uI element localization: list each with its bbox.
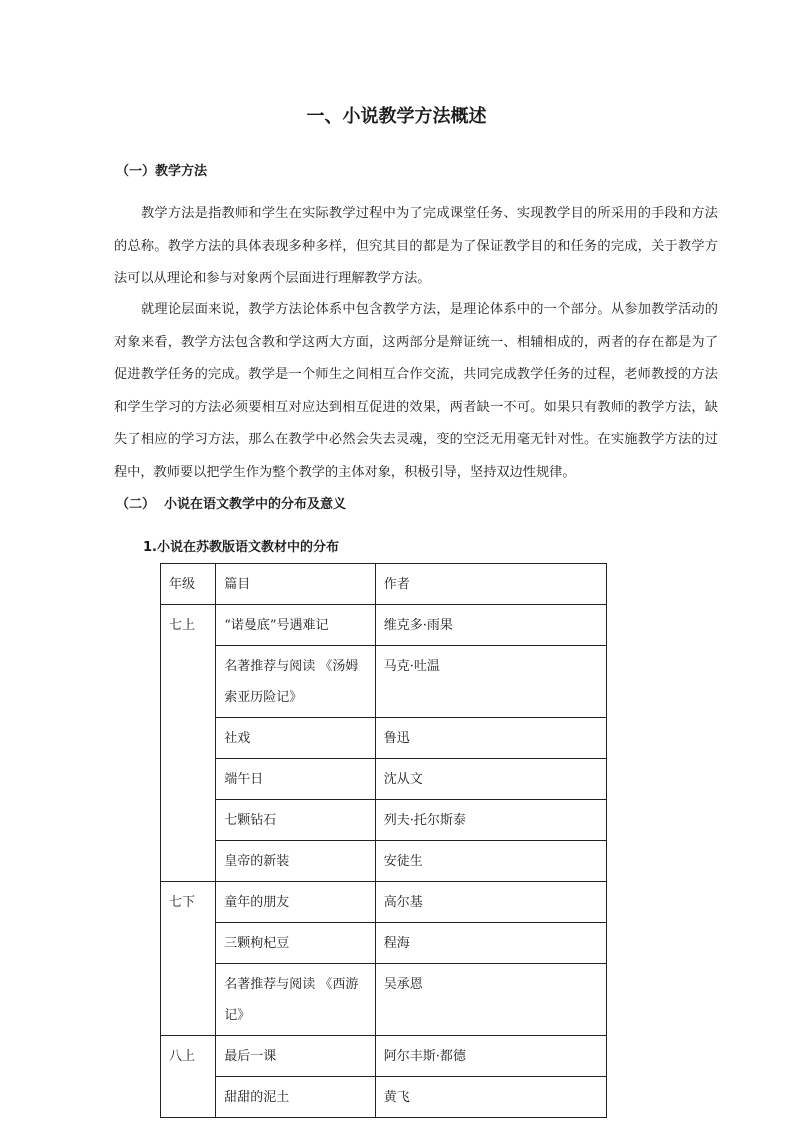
section-heading-teaching-methods: （一）教学方法 [116,164,208,179]
section-heading-novel-distribution: （二） 小说在语文教学中的分布及意义 [116,497,347,512]
author-cell: 黄飞 [375,1077,606,1118]
author-cell: 鲁迅 [375,718,606,759]
table-row [161,646,607,718]
paragraph-1: 教学方法是指教师和学生在实际教学过程中为了完成课堂任务、实现教学目的所采用的手段和方法的总称。教学方法的具体表现多种多样，但究其目的都是为了保证教学目的和任务的完成，关于教学方法可以从理论和参与对象两个层面进行理解教学方法。 [114,206,718,286]
paragraph-2: 就理论层面来说，教学方法论体系中包含教学方法，是理论体系中的一个部分。从参加教学活动的对象来看，教学方法包含教和学这两大方面，这两部分是辩证统一、相辅相成的，两者的存在都是为了促进教学任务的完成。教学是一个师生之间相互合作交流，共同完成教学任务的过程，老师教授的方法和学生学习的方法必须要相互对应达到相互促进的效果，两者缺一不可。如果只有教师的教学方法，缺失了相应的学习方法，那么在教学中必然会失去灵魂，变的空泛无用毫无针对性。在实施教学方法的过程中，教师要以把学生作为整个教学的主体对象，积极引导，坚持双边性规律。 [114,302,718,480]
title-cell: 皇帝的新装 [216,841,376,882]
table-header-row [161,564,607,605]
table-row [161,605,607,646]
author-cell: 马克·吐温 [375,646,606,718]
title-cell: 甜甜的泥土 [216,1077,376,1118]
title-cell: 端午日 [216,759,376,800]
title-cell: 名著推荐与阅读 《西游记》 [216,964,376,1036]
table-row [161,841,607,882]
title-cell: “诺曼底”号遇难记 [216,605,376,646]
header-grade: 年级 [161,564,216,605]
table-row [161,882,607,923]
novel-distribution-table [160,563,607,1118]
title-cell: 三颗枸杞豆 [216,923,376,964]
table-row [161,964,607,1036]
author-cell: 程海 [375,923,606,964]
table-row [161,800,607,841]
author-cell: 安徒生 [375,841,606,882]
title-cell: 名著推荐与阅读 《汤姆索亚历险记》 [216,646,376,718]
table-row [161,718,607,759]
grade-cell: 八上 [161,1036,216,1118]
title-cell: 社戏 [216,718,376,759]
title-cell: 最后一课 [216,1036,376,1077]
table-row [161,759,607,800]
header-author: 作者 [375,564,606,605]
table-row [161,1077,607,1118]
table-row [161,1036,607,1077]
author-cell: 列夫·托尔斯泰 [375,800,606,841]
title-cell: 童年的朋友 [216,882,376,923]
title-cell: 七颗钻石 [216,800,376,841]
header-title: 篇目 [216,564,376,605]
author-cell: 沈从文 [375,759,606,800]
grade-cell: 七上 [161,605,216,882]
subheading-textbook-distribution: 1.小说在苏教版语文教材中的分布 [143,540,339,555]
author-cell: 阿尔丰斯·都德 [375,1036,606,1077]
author-cell: 高尔基 [375,882,606,923]
author-cell: 维克多·雨果 [375,605,606,646]
grade-cell: 七下 [161,882,216,1036]
page-title: 一、小说教学方法概述 [306,106,487,127]
author-cell: 吴承恩 [375,964,606,1036]
table-row [161,923,607,964]
